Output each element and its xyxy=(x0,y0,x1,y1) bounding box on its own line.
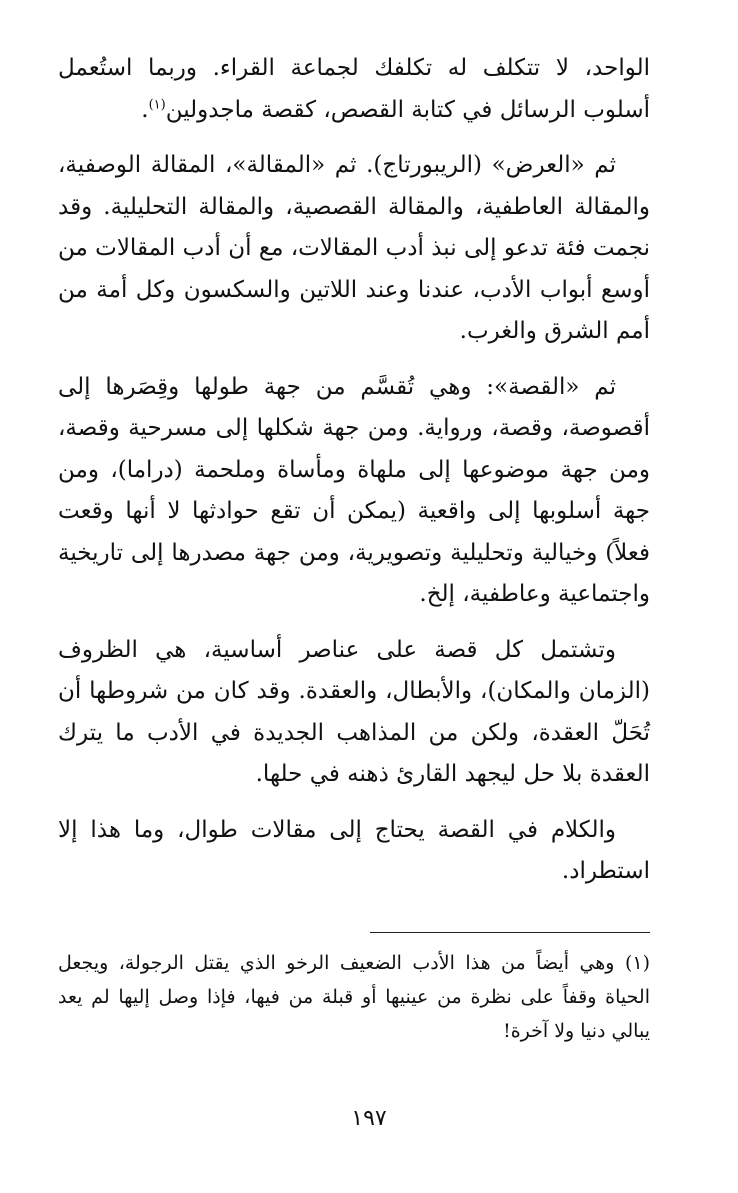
footnote-separator xyxy=(370,932,650,933)
footnotes xyxy=(58,946,650,1048)
paragraph-1-text: الواحد، لا تتكلف له تكلفك لجماعة القراء. وربما استُعمل أسلوب الرسائل في كتابة القصص، كقصة ماجدولين xyxy=(58,55,650,123)
paragraph-1 xyxy=(58,48,650,131)
footnote-reference[interactable]: (١) xyxy=(148,96,166,112)
footnote-1 xyxy=(58,946,650,1048)
paragraph-3: ثم «القصة»: وهي تُقسَّم من جهة طولها وقِصَرها إلى أقصوصة، وقصة، ورواية. ومن جهة شكلها إلى مسرحية وقصة، ومن جهة موضوعها إلى ملهاة ومأساة وملحمة (دراما)، ومن جهة أسلوبها إلى واقعية (يمكن أن تقع حوادثها لا أنها وقعت فعلاً) وخيالية وتحليلية وتصويرية، ومن جهة مصدرها إلى تاريخية واجتماعية وعاطفية، إلخ. xyxy=(58,373,650,607)
page-body xyxy=(58,48,650,907)
paragraph-2: ثم «العرض» (الريبورتاج). ثم «المقالة»، المقالة الوصفية، والمقالة العاطفية، والمقالة القصصية، والمقالة التحليلية. وقد نجمت فئة تدعو إلى نبذ أدب المقالات، مع أن أدب المقالات من أوسع أبواب الأدب، عندنا وعند اللاتين والسكسون وكل أمة من أمم الشرق والغرب. xyxy=(58,152,650,344)
paragraph-4: وتشتمل كل قصة على عناصر أساسية، هي الظروف (الزمان والمكان)، والأبطال، والعقدة. وقد كان من شروطها أن تُحَلّ العقدة، ولكن من المذاهب الجديدة في الأدب ما يترك العقدة بلا حل ليجهد القارئ ذهنه في حلها. xyxy=(58,636,650,787)
footnote-number: (١) xyxy=(624,952,651,974)
paragraph-1-end: . xyxy=(141,96,149,123)
paragraph-5: والكلام في القصة يحتاج إلى مقالات طوال، وما هذا إلا استطراد. xyxy=(58,816,650,884)
footnote-text: وهي أيضاً من هذا الأدب الضعيف الرخو الذي يقتل الرجولة، ويجعل الحياة وقفاً على نظرة من عينيها أو قبلة من فيها، فإذا وصل إليها لم يعد يبالي دنيا ولا آخرة! xyxy=(58,952,650,1042)
page-number: ١٩٧ xyxy=(351,1106,387,1131)
